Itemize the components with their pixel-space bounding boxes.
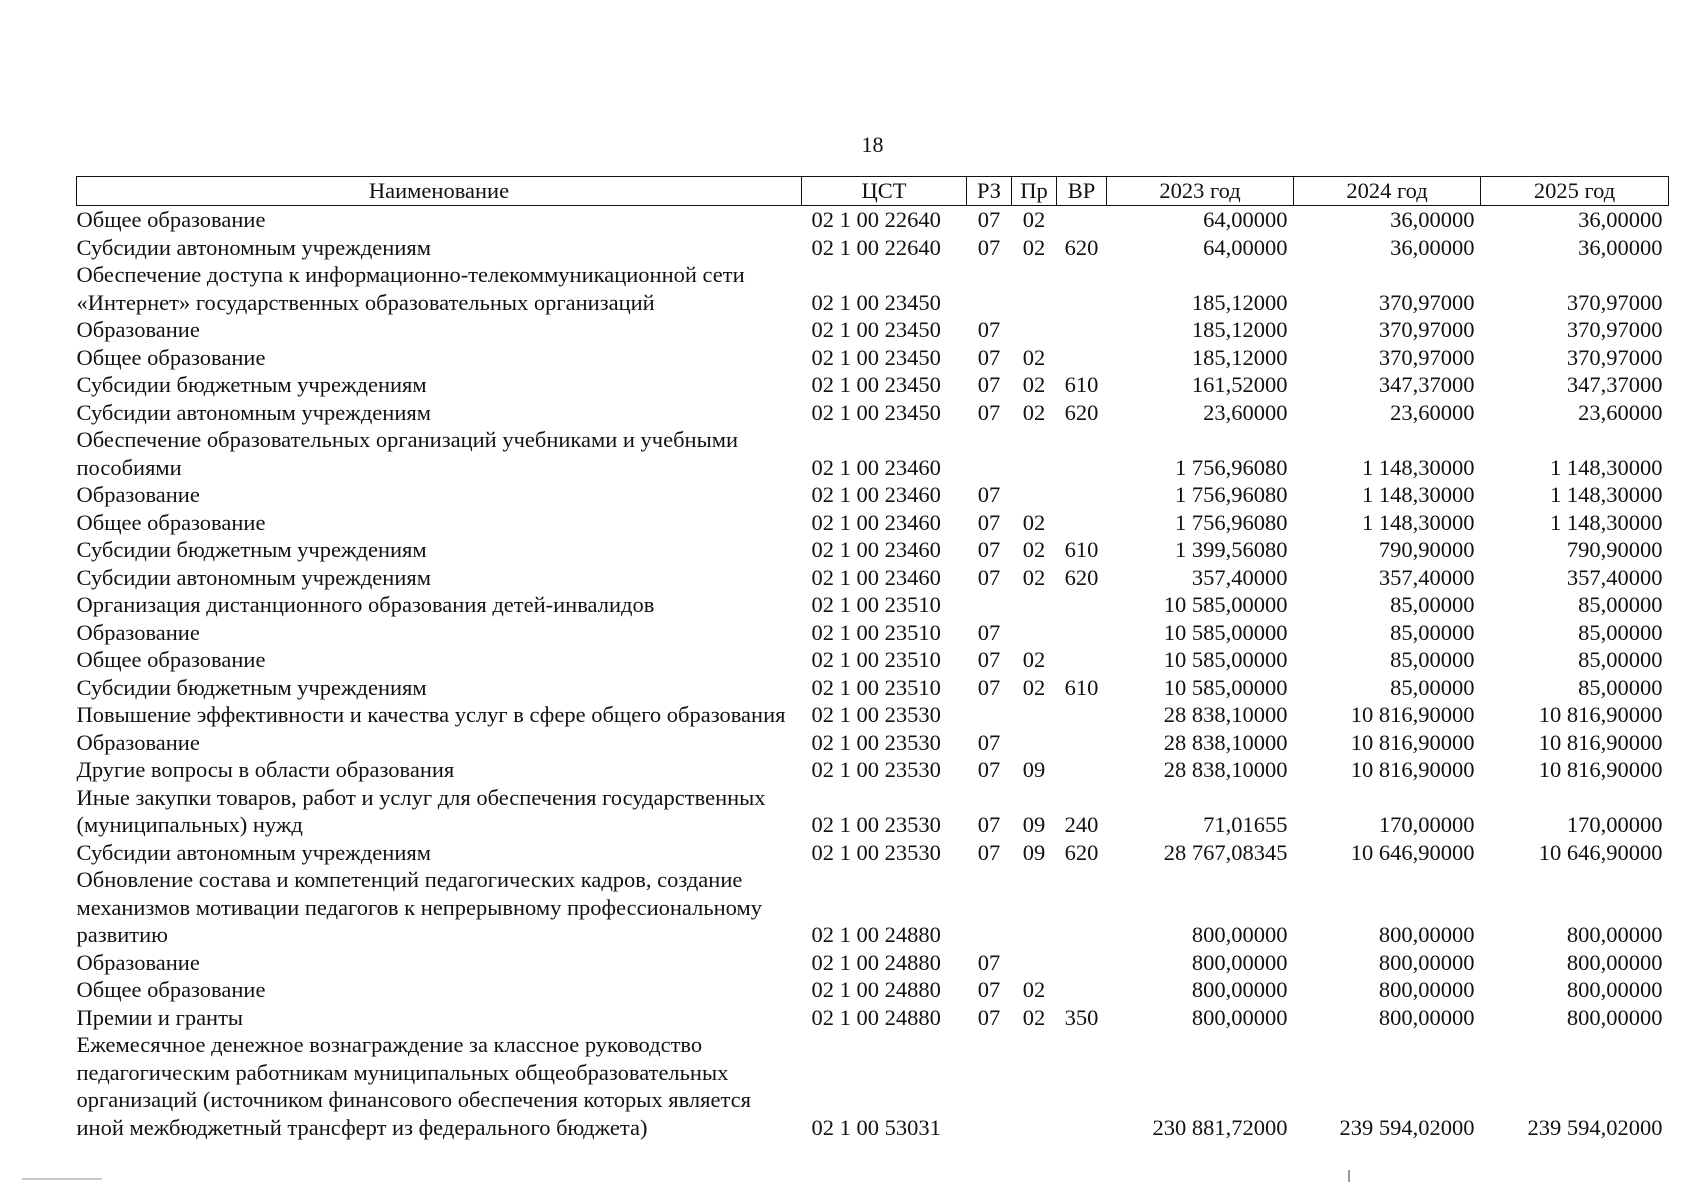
row-pr: 02 <box>1022 207 1046 232</box>
table-row <box>77 701 1669 729</box>
row-vr <box>1057 866 1107 949</box>
row-vr: 350 <box>1064 1004 1099 1030</box>
row-pr: 02 <box>1022 234 1046 260</box>
row-vr <box>1057 261 1107 316</box>
table-row <box>77 536 1669 564</box>
row-name: Ежемесячное денежное вознаграждение за классное руководство педагогическим работникам муниципальных общеобразовательных организаций (источником финансового обеспечения которых является иной межбюджетный трансферт из федерального бюджета) <box>76 1032 751 1140</box>
row-vr <box>1057 756 1107 784</box>
row-rz: 07 <box>977 564 1001 590</box>
row-2024: 800,00000 <box>1378 977 1475 1002</box>
row-2025: 1 148,30000 <box>1550 482 1663 507</box>
row-name: Образование <box>76 949 200 975</box>
row-2023: 28 767,08345 <box>1163 839 1288 865</box>
row-2023: 800,00000 <box>1191 1004 1288 1030</box>
row-cst: 02 1 00 23460 <box>811 482 941 507</box>
row-vr <box>1057 316 1107 344</box>
row-2024: 85,00000 <box>1390 592 1475 617</box>
row-2024: 357,40000 <box>1378 564 1475 590</box>
table-row <box>77 426 1669 481</box>
row-cst: 02 1 00 23450 <box>811 289 941 315</box>
row-vr <box>1057 1031 1107 1141</box>
table-row <box>77 481 1669 509</box>
table-row <box>77 839 1669 867</box>
row-2025: 170,00000 <box>1566 812 1663 837</box>
row-vr: 620 <box>1064 564 1099 590</box>
row-2025: 23,60000 <box>1578 399 1663 425</box>
row-2023: 185,12000 <box>1191 289 1288 315</box>
row-2025: 357,40000 <box>1566 564 1663 590</box>
table-row <box>77 949 1669 977</box>
row-2024: 800,00000 <box>1378 922 1475 947</box>
row-2025: 1 148,30000 <box>1550 509 1663 535</box>
row-2024: 370,97000 <box>1378 317 1475 342</box>
row-name: Премии и гранты <box>76 1004 244 1030</box>
row-vr <box>1057 426 1107 481</box>
table-row <box>77 509 1669 537</box>
row-2023: 185,12000 <box>1191 344 1288 370</box>
row-cst: 02 1 00 23530 <box>811 702 941 727</box>
row-pr: 09 <box>1022 839 1046 865</box>
table-row <box>77 564 1669 592</box>
row-cst: 02 1 00 23530 <box>811 729 941 755</box>
row-name: Обеспечение образовательных организаций учебниками и учебными пособиями <box>76 427 738 480</box>
header-rz: РЗ <box>967 177 1012 206</box>
table-row <box>77 1031 1669 1141</box>
row-rz: 07 <box>977 207 1001 232</box>
row-pr <box>1012 619 1057 647</box>
row-2023: 1 756,96080 <box>1175 454 1288 480</box>
row-name: Субсидии автономным учреждениям <box>76 399 431 425</box>
row-vr: 610 <box>1064 674 1099 700</box>
row-2025: 800,00000 <box>1566 922 1663 947</box>
row-rz <box>967 866 1012 949</box>
row-name: Обеспечение доступа к информационно-телекоммуникационной сети «Интернет» государственных образовательных организаций <box>76 262 745 315</box>
row-pr <box>1012 729 1057 757</box>
row-vr <box>1057 701 1107 729</box>
row-name: Обновление состава и компетенций педагогических кадров, создание механизмов мотивации педагогов к непрерывному профессиональному развитию <box>76 867 762 947</box>
row-rz: 07 <box>977 234 1001 260</box>
row-name: Повышение эффективности и качества услуг в сфере общего образования <box>76 702 786 727</box>
row-vr: 620 <box>1064 839 1099 865</box>
row-2023: 800,00000 <box>1191 949 1288 975</box>
row-2025: 85,00000 <box>1578 592 1663 617</box>
row-2024: 347,37000 <box>1378 372 1475 397</box>
row-2025: 10 816,90000 <box>1538 729 1663 755</box>
row-rz <box>967 1031 1012 1141</box>
row-rz <box>967 261 1012 316</box>
row-vr: 620 <box>1064 399 1099 425</box>
row-2023: 800,00000 <box>1191 922 1288 947</box>
row-cst: 02 1 00 24880 <box>811 1004 941 1030</box>
row-vr <box>1057 949 1107 977</box>
table-row <box>77 234 1669 262</box>
row-pr: 02 <box>1022 647 1046 672</box>
row-cst: 02 1 00 23530 <box>811 839 941 865</box>
row-name: Субсидии автономным учреждениям <box>76 564 431 590</box>
row-rz: 07 <box>977 1004 1001 1030</box>
row-2023: 10 585,00000 <box>1163 592 1288 617</box>
row-pr: 02 <box>1022 977 1046 1002</box>
row-2024: 1 148,30000 <box>1362 482 1475 507</box>
row-name: Субсидии бюджетным учреждениям <box>76 537 427 562</box>
row-name: Общее образование <box>76 207 266 232</box>
row-2024: 239 594,02000 <box>1339 1114 1475 1140</box>
row-rz: 07 <box>977 729 1001 755</box>
row-rz: 07 <box>977 344 1001 370</box>
row-rz: 07 <box>977 619 1001 645</box>
row-cst: 02 1 00 23450 <box>811 372 941 397</box>
row-pr: 02 <box>1022 564 1046 590</box>
row-name: Субсидии бюджетным учреждениям <box>76 372 427 397</box>
row-name: Организация дистанционного образования детей-инвалидов <box>76 592 655 617</box>
row-rz: 07 <box>977 372 1001 397</box>
row-pr: 02 <box>1022 674 1046 700</box>
row-2025: 347,37000 <box>1566 372 1663 397</box>
row-2024: 370,97000 <box>1378 344 1475 370</box>
header-year-2023: 2023 год <box>1107 177 1294 206</box>
row-pr <box>1012 481 1057 509</box>
row-vr <box>1057 481 1107 509</box>
row-2023: 23,60000 <box>1203 399 1288 425</box>
row-2023: 64,00000 <box>1203 234 1288 260</box>
row-cst: 02 1 00 23460 <box>811 564 941 590</box>
row-2024: 85,00000 <box>1390 647 1475 672</box>
row-cst: 02 1 00 23460 <box>811 454 941 480</box>
row-2023: 185,12000 <box>1191 317 1288 342</box>
row-pr: 02 <box>1022 537 1046 562</box>
row-2024: 10 816,90000 <box>1350 757 1475 782</box>
row-vr: 620 <box>1064 234 1099 260</box>
row-cst: 02 1 00 24880 <box>811 949 941 975</box>
row-2025: 370,97000 <box>1566 289 1663 315</box>
table-row <box>77 591 1669 619</box>
row-2025: 800,00000 <box>1566 949 1663 975</box>
row-cst: 02 1 00 23510 <box>811 647 941 672</box>
row-2025: 800,00000 <box>1566 1004 1663 1030</box>
row-pr: 09 <box>1022 757 1046 782</box>
row-rz: 07 <box>977 399 1001 425</box>
row-2024: 85,00000 <box>1390 619 1475 645</box>
row-2024: 85,00000 <box>1390 674 1475 700</box>
row-vr <box>1057 729 1107 757</box>
row-2023: 28 838,10000 <box>1163 702 1288 727</box>
row-cst: 02 1 00 23450 <box>811 344 941 370</box>
row-cst: 02 1 00 22640 <box>811 234 941 260</box>
row-vr <box>1057 206 1107 234</box>
row-cst: 02 1 00 23510 <box>811 592 941 617</box>
row-2025: 800,00000 <box>1566 977 1663 1002</box>
header-name: Наименование <box>77 177 802 206</box>
budget-table <box>76 176 1669 1141</box>
row-cst: 02 1 00 23530 <box>811 757 941 782</box>
row-2025: 790,90000 <box>1566 537 1663 562</box>
row-vr: 610 <box>1064 537 1099 562</box>
row-name: Общее образование <box>76 344 266 370</box>
row-2025: 10 816,90000 <box>1538 757 1663 782</box>
table-row <box>77 646 1669 674</box>
scan-mark <box>22 1178 102 1180</box>
page-number: 18 <box>861 132 884 157</box>
row-2024: 36,00000 <box>1390 207 1475 232</box>
row-vr <box>1057 344 1107 372</box>
row-2024: 10 816,90000 <box>1350 729 1475 755</box>
row-vr <box>1057 619 1107 647</box>
header-vr: ВР <box>1057 177 1107 206</box>
row-2023: 10 585,00000 <box>1163 674 1288 700</box>
row-rz <box>967 591 1012 619</box>
row-name: Иные закупки товаров, работ и услуг для обеспечения государственных (муниципальных) нужд <box>76 784 766 837</box>
row-rz: 07 <box>977 757 1001 782</box>
row-rz <box>967 426 1012 481</box>
row-name: Образование <box>76 729 200 755</box>
table-body <box>77 206 1669 1142</box>
row-cst: 02 1 00 53031 <box>811 1114 941 1140</box>
row-name: Общее образование <box>76 509 266 535</box>
row-pr: 02 <box>1022 399 1046 425</box>
scan-mark <box>1348 1170 1350 1182</box>
row-vr <box>1057 646 1107 674</box>
row-2025: 10 816,90000 <box>1538 702 1663 727</box>
row-2023: 800,00000 <box>1191 977 1288 1002</box>
row-2024: 10 646,90000 <box>1350 839 1475 865</box>
row-2023: 1 399,56080 <box>1175 537 1288 562</box>
row-2023: 161,52000 <box>1191 372 1288 397</box>
row-2023: 10 585,00000 <box>1163 619 1288 645</box>
row-2024: 1 148,30000 <box>1362 509 1475 535</box>
row-pr: 09 <box>1022 812 1046 837</box>
row-2023: 357,40000 <box>1191 564 1288 590</box>
row-rz: 07 <box>977 839 1001 865</box>
row-cst: 02 1 00 23450 <box>811 317 941 342</box>
row-vr <box>1057 509 1107 537</box>
row-name: Субсидии автономным учреждениям <box>76 839 431 865</box>
row-vr: 610 <box>1064 372 1099 397</box>
row-2024: 10 816,90000 <box>1350 702 1475 727</box>
row-2023: 1 756,96080 <box>1175 482 1288 507</box>
header-cst: ЦСТ <box>802 177 967 206</box>
row-2023: 28 838,10000 <box>1163 729 1288 755</box>
row-rz: 07 <box>977 674 1001 700</box>
row-name: Субсидии автономным учреждениям <box>76 234 431 260</box>
row-vr <box>1057 976 1107 1004</box>
row-pr <box>1012 591 1057 619</box>
row-cst: 02 1 00 23530 <box>811 812 941 837</box>
table-row <box>77 316 1669 344</box>
row-pr: 02 <box>1022 344 1046 370</box>
row-pr <box>1012 316 1057 344</box>
row-2024: 370,97000 <box>1378 289 1475 315</box>
row-pr <box>1012 426 1057 481</box>
row-name: Общее образование <box>76 647 266 672</box>
row-2024: 1 148,30000 <box>1362 454 1475 480</box>
table-row <box>77 371 1669 399</box>
row-2025: 370,97000 <box>1566 344 1663 370</box>
row-pr <box>1012 949 1057 977</box>
row-pr: 02 <box>1022 1004 1046 1030</box>
row-cst: 02 1 00 22640 <box>811 207 941 232</box>
row-2024: 23,60000 <box>1390 399 1475 425</box>
row-pr <box>1012 701 1057 729</box>
table-row <box>77 206 1669 234</box>
row-2024: 36,00000 <box>1390 234 1475 260</box>
row-2025: 370,97000 <box>1566 317 1663 342</box>
row-pr <box>1012 866 1057 949</box>
row-name: Общее образование <box>76 977 266 1002</box>
row-2025: 85,00000 <box>1578 674 1663 700</box>
row-rz: 07 <box>977 482 1001 507</box>
row-name: Образование <box>76 317 200 342</box>
header-row <box>77 177 1669 206</box>
row-cst: 02 1 00 23460 <box>811 537 941 562</box>
row-2025: 85,00000 <box>1578 647 1663 672</box>
header-pr: Пр <box>1012 177 1057 206</box>
table-row <box>77 261 1669 316</box>
row-vr <box>1057 591 1107 619</box>
row-name: Образование <box>76 619 200 645</box>
row-2024: 790,90000 <box>1378 537 1475 562</box>
row-2023: 230 881,72000 <box>1152 1114 1288 1140</box>
row-2025: 36,00000 <box>1578 234 1663 260</box>
row-cst: 02 1 00 24880 <box>811 922 941 947</box>
row-rz: 07 <box>977 949 1001 975</box>
row-rz: 07 <box>977 977 1001 1002</box>
row-2023: 64,00000 <box>1203 207 1288 232</box>
table-row <box>77 866 1669 949</box>
row-rz: 07 <box>977 537 1001 562</box>
table-row <box>77 619 1669 647</box>
table-row <box>77 399 1669 427</box>
row-2024: 800,00000 <box>1378 949 1475 975</box>
row-vr: 240 <box>1064 812 1099 837</box>
row-cst: 02 1 00 23450 <box>811 399 941 425</box>
table-row <box>77 784 1669 839</box>
row-2023: 71,01655 <box>1203 812 1288 837</box>
row-rz: 07 <box>977 317 1001 342</box>
header-year-2025: 2025 год <box>1481 177 1669 206</box>
row-name: Образование <box>76 482 200 507</box>
row-rz: 07 <box>977 647 1001 672</box>
row-rz <box>967 701 1012 729</box>
row-rz: 07 <box>977 509 1001 535</box>
row-2023: 1 756,96080 <box>1175 509 1288 535</box>
table-row <box>77 1004 1669 1032</box>
row-2024: 800,00000 <box>1378 1004 1475 1030</box>
row-cst: 02 1 00 23460 <box>811 509 941 535</box>
row-cst: 02 1 00 23510 <box>811 619 941 645</box>
row-rz: 07 <box>977 812 1001 837</box>
row-pr: 02 <box>1022 509 1046 535</box>
table-header <box>77 177 1669 206</box>
row-2025: 10 646,90000 <box>1538 839 1663 865</box>
table-row <box>77 344 1669 372</box>
row-2024: 170,00000 <box>1378 812 1475 837</box>
row-2023: 28 838,10000 <box>1163 757 1288 782</box>
header-year-2024: 2024 год <box>1294 177 1481 206</box>
row-name: Субсидии бюджетным учреждениям <box>76 674 427 700</box>
row-name: Другие вопросы в области образования <box>76 757 455 782</box>
row-2025: 1 148,30000 <box>1550 454 1663 480</box>
table-row <box>77 674 1669 702</box>
table-row <box>77 976 1669 1004</box>
table-row <box>77 729 1669 757</box>
table-row <box>77 756 1669 784</box>
row-pr: 02 <box>1022 372 1046 397</box>
row-cst: 02 1 00 24880 <box>811 977 941 1002</box>
row-pr <box>1012 1031 1057 1141</box>
row-2025: 36,00000 <box>1578 207 1663 232</box>
row-2025: 239 594,02000 <box>1527 1114 1663 1140</box>
row-cst: 02 1 00 23510 <box>811 674 941 700</box>
row-pr <box>1012 261 1057 316</box>
row-2023: 10 585,00000 <box>1163 647 1288 672</box>
row-2025: 85,00000 <box>1578 619 1663 645</box>
